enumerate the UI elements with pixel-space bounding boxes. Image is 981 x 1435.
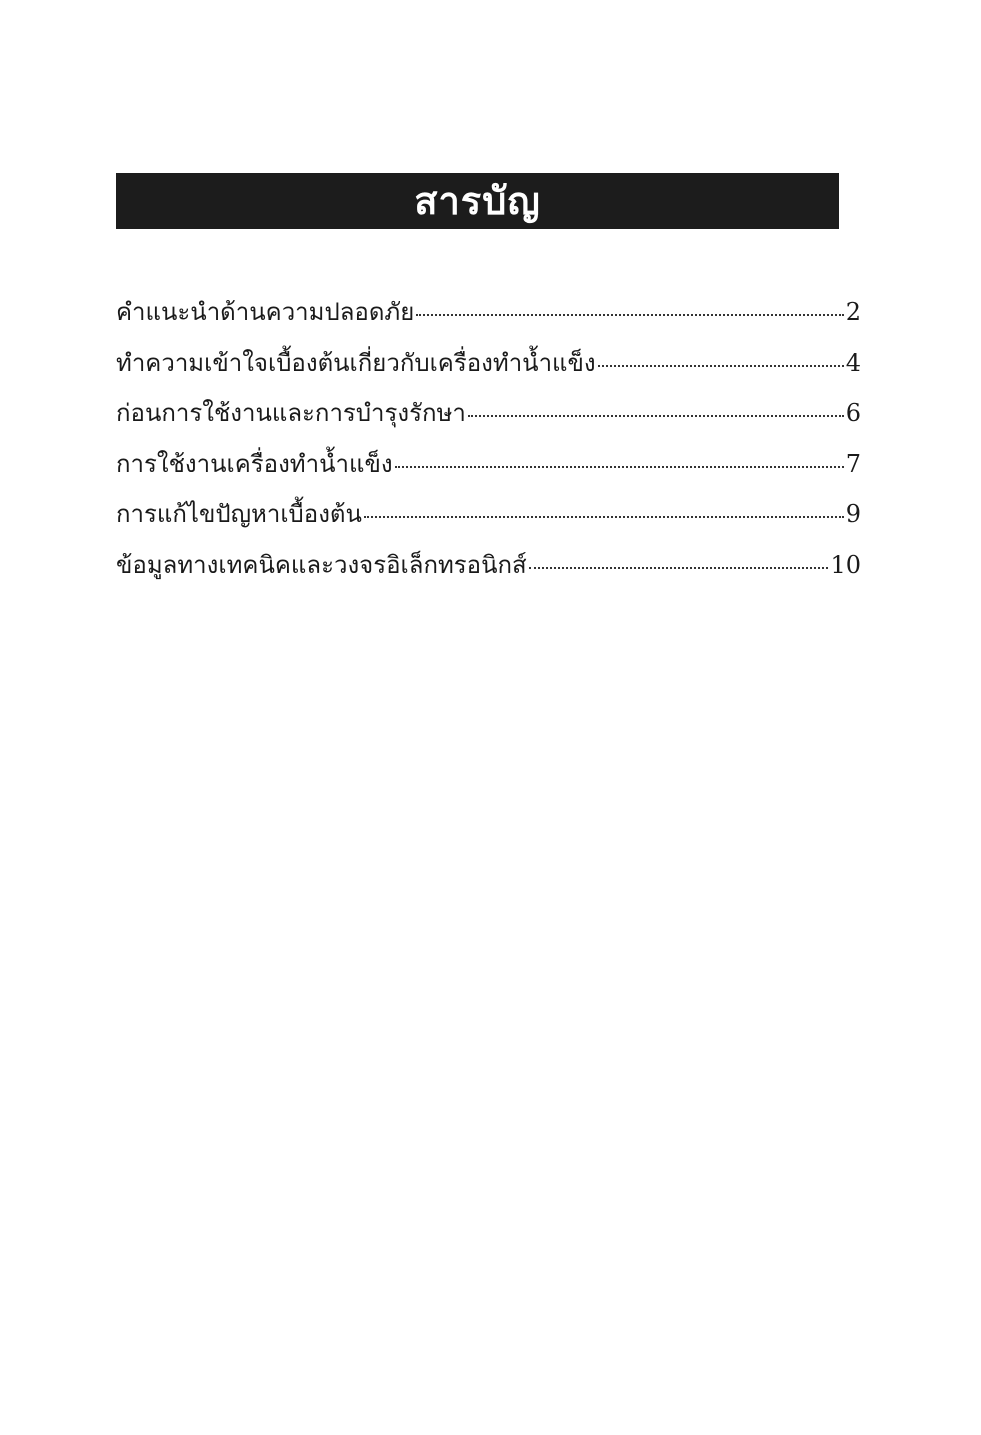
toc-leader-dots: [529, 567, 829, 569]
toc-entry-operation[interactable]: [116, 444, 861, 495]
toc-entry-troubleshooting[interactable]: [116, 494, 861, 545]
toc-leader-dots: [598, 365, 844, 367]
toc-entry-page: 6: [845, 399, 861, 427]
toc-entry-label: คำแนะนำด้านความปลอดภัย: [116, 298, 415, 326]
toc-entry-page: 10: [830, 550, 861, 579]
toc-entry-label: การแก้ไขปัญหาเบื้องต้น: [116, 500, 362, 528]
title-bar: [116, 173, 839, 229]
toc-leader-dots: [416, 314, 843, 316]
toc-entry-technical-data[interactable]: [116, 545, 861, 596]
page-title: สารบัญ: [414, 178, 541, 223]
toc-entry-safety[interactable]: [116, 292, 861, 343]
toc-leader-dots: [395, 466, 844, 468]
table-of-contents: [116, 292, 861, 595]
toc-entry-label: ทำความเข้าใจเบื้องต้นเกี่ยวกับเครื่องทำน้ำแข็ง: [116, 348, 596, 377]
toc-entry-page: 7: [845, 449, 861, 478]
toc-entry-page: 9: [845, 500, 861, 528]
toc-entry-label: การใช้งานเครื่องทำน้ำแข็ง: [116, 449, 393, 478]
toc-entry-label: ข้อมูลทางเทคนิคและวงจรอิเล็กทรอนิกส์: [116, 550, 527, 579]
toc-leader-dots: [364, 516, 844, 518]
toc-leader-dots: [468, 415, 844, 417]
toc-entry-page: 4: [845, 348, 861, 377]
toc-entry-label: ก่อนการใช้งานและการบำรุงรักษา: [116, 399, 466, 427]
toc-entry-introduction[interactable]: [116, 343, 861, 394]
toc-entry-page: 2: [845, 298, 861, 326]
toc-entry-before-use[interactable]: [116, 393, 861, 444]
